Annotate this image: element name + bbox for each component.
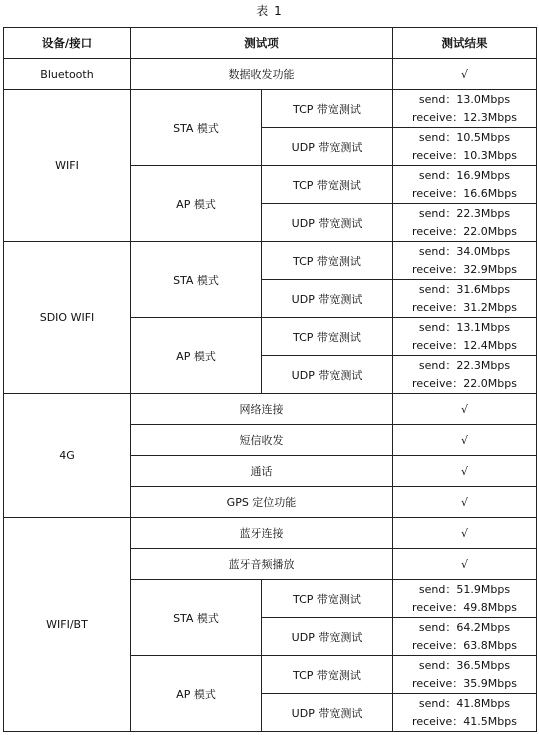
test-udp: UDP 带宽测试	[262, 128, 393, 166]
result-send: send：22.3Mbps	[418, 358, 511, 372]
result-receive: receive：63.8Mbps	[412, 638, 517, 652]
table-row	[4, 90, 537, 128]
mode-ap: AP 模式	[131, 318, 262, 394]
result-cell	[393, 356, 537, 394]
result-send: send：16.9Mbps	[418, 168, 511, 182]
table-row	[4, 242, 537, 280]
device-wifi: WIFI	[4, 90, 131, 242]
mode-sta: STA 模式	[131, 580, 262, 656]
result-send: send：13.1Mbps	[418, 320, 511, 334]
result-cell	[393, 166, 537, 204]
table-caption: 表 1	[256, 4, 283, 18]
result-receive: receive：10.3Mbps	[412, 148, 517, 162]
result-check: √	[393, 549, 537, 580]
mode-ap: AP 模式	[131, 656, 262, 732]
table-row	[4, 59, 537, 90]
test-udp: UDP 带宽测试	[262, 694, 393, 732]
device-wifi-bt: WIFI/BT	[4, 518, 131, 732]
result-cell	[393, 618, 537, 656]
header-test-item: 测试项	[131, 28, 393, 59]
item-bt-connect: 蓝牙连接	[131, 518, 393, 549]
test-udp: UDP 带宽测试	[262, 356, 393, 394]
mode-ap: AP 模式	[131, 166, 262, 242]
result-send: send：41.8Mbps	[418, 696, 511, 710]
result-send: send：64.2Mbps	[418, 620, 511, 634]
test-tcp: TCP 带宽测试	[262, 166, 393, 204]
result-receive: receive：32.9Mbps	[412, 262, 517, 276]
result-cell	[393, 90, 537, 128]
result-check: √	[393, 487, 537, 518]
table-row	[4, 518, 537, 549]
result-check: √	[393, 518, 537, 549]
test-tcp: TCP 带宽测试	[262, 656, 393, 694]
test-results-table	[3, 27, 537, 732]
result-receive: receive：49.8Mbps	[412, 600, 517, 614]
test-udp: UDP 带宽测试	[262, 280, 393, 318]
result-cell	[393, 580, 537, 618]
result-send: send：34.0Mbps	[418, 244, 511, 258]
item-bt-data: 数据收发功能	[131, 59, 393, 90]
result-check: √	[393, 456, 537, 487]
header-test-result: 测试结果	[393, 28, 537, 59]
result-cell	[393, 694, 537, 732]
table-row	[4, 394, 537, 425]
result-send: send：51.9Mbps	[418, 582, 511, 596]
result-send: send：10.5Mbps	[418, 130, 511, 144]
item-network: 网络连接	[131, 394, 393, 425]
result-cell	[393, 128, 537, 166]
test-tcp: TCP 带宽测试	[262, 242, 393, 280]
test-tcp: TCP 带宽测试	[262, 90, 393, 128]
header-device: 设备/接口	[4, 28, 131, 59]
result-check: √	[393, 59, 537, 90]
result-receive: receive：12.4Mbps	[412, 338, 517, 352]
device-4g: 4G	[4, 394, 131, 518]
test-udp: UDP 带宽测试	[262, 204, 393, 242]
result-send: send：13.0Mbps	[418, 92, 511, 106]
result-receive: receive：31.2Mbps	[412, 300, 517, 314]
test-tcp: TCP 带宽测试	[262, 318, 393, 356]
device-bluetooth: Bluetooth	[4, 59, 131, 90]
result-send: send：36.5Mbps	[418, 658, 511, 672]
test-tcp: TCP 带宽测试	[262, 580, 393, 618]
result-receive: receive：22.0Mbps	[412, 376, 517, 390]
result-send: send：31.6Mbps	[418, 282, 511, 296]
result-cell	[393, 280, 537, 318]
result-send: send：22.3Mbps	[418, 206, 511, 220]
result-receive: receive：12.3Mbps	[412, 110, 517, 124]
item-bt-audio: 蓝牙音频播放	[131, 549, 393, 580]
test-udp: UDP 带宽测试	[262, 618, 393, 656]
result-receive: receive：16.6Mbps	[412, 186, 517, 200]
result-receive: receive：35.9Mbps	[412, 676, 517, 690]
item-gps: GPS 定位功能	[131, 487, 393, 518]
result-receive: receive：41.5Mbps	[412, 714, 517, 728]
mode-sta: STA 模式	[131, 90, 262, 166]
table-header-row	[4, 28, 537, 59]
result-check: √	[393, 425, 537, 456]
mode-sta: STA 模式	[131, 242, 262, 318]
result-cell	[393, 204, 537, 242]
result-check: √	[393, 394, 537, 425]
result-cell	[393, 242, 537, 280]
result-cell	[393, 318, 537, 356]
device-sdio-wifi: SDIO WIFI	[4, 242, 131, 394]
result-receive: receive：22.0Mbps	[412, 224, 517, 238]
item-sms: 短信收发	[131, 425, 393, 456]
result-cell	[393, 656, 537, 694]
item-call: 通话	[131, 456, 393, 487]
